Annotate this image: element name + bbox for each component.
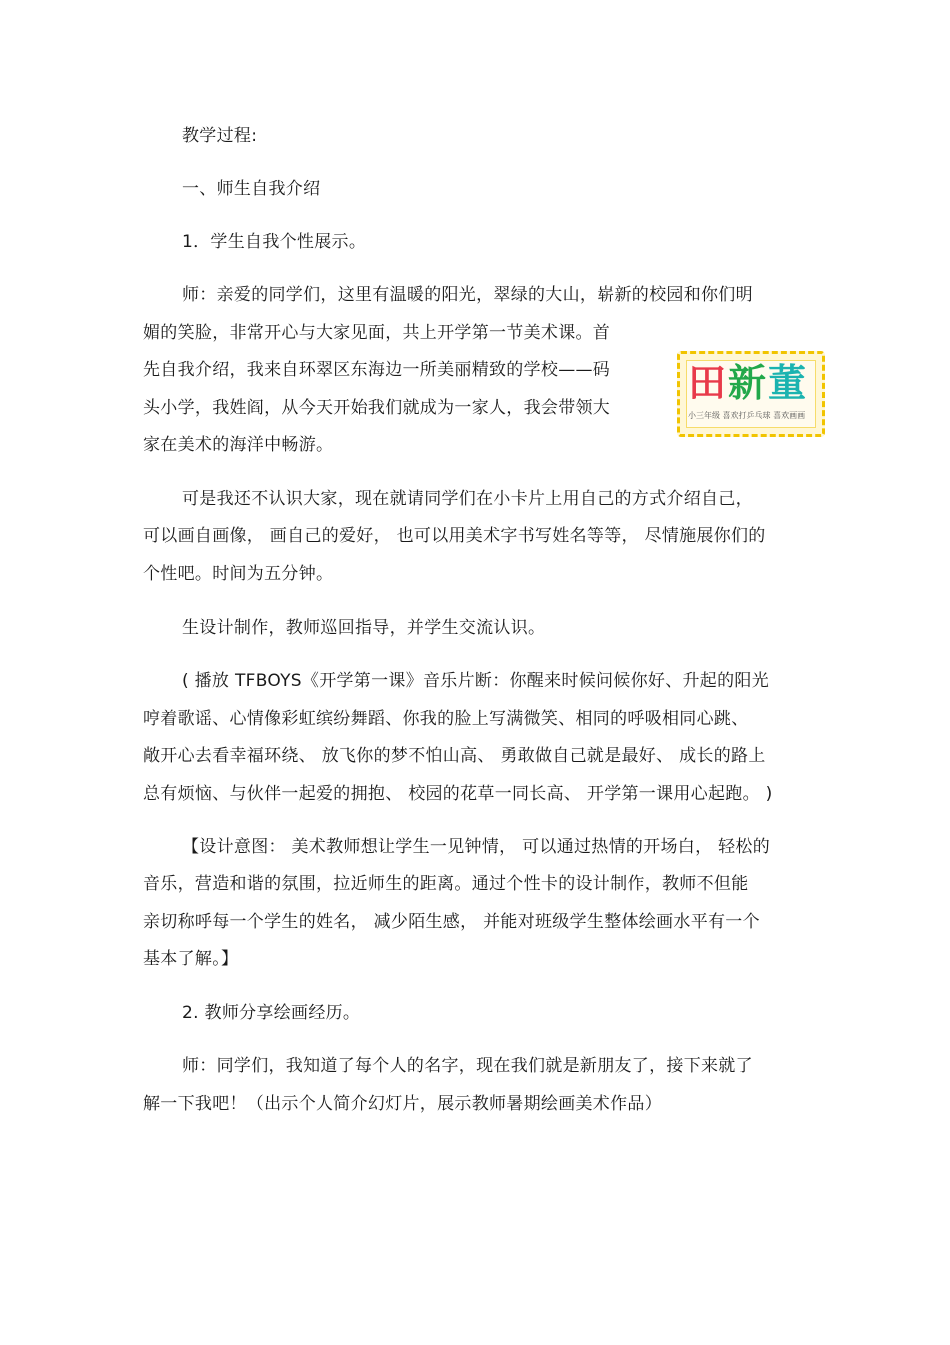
name-char: 新 xyxy=(728,361,769,405)
name-char: 田 xyxy=(688,361,729,405)
paragraph-line: 哼着歌谣、心情像彩虹缤纷舞蹈、你我的脸上写满微笑、相同的呼吸相同心跳、 xyxy=(143,709,749,729)
item-heading: 1．学生自我个性展示。 xyxy=(182,232,367,252)
paragraph-line: 音乐，营造和谐的氛围，拉近师生的距离。通过个性卡的设计制作，教师不但能 xyxy=(143,874,749,894)
name-card-title xyxy=(688,362,808,404)
paragraph-line: 先自我介绍，我来自环翠区东海边一所美丽精致的学校——码 xyxy=(143,360,611,380)
paragraph-line: 头小学，我姓阎，从今天开始我们就成为一家人，我会带领大 xyxy=(143,398,611,418)
paragraph-line: 亲切称呼每一个学生的姓名， 减少陌生感， 并能对班级学生整体绘画水平有一个 xyxy=(143,912,760,932)
paragraph-line: 总有烦恼、与伙伴一起爱的拥抱、 校园的花草一同长高、 开学第一课用心起跑。 ) xyxy=(143,784,773,804)
paragraph-line: 生设计制作，教师巡回指导，并学生交流认识。 xyxy=(182,618,546,638)
paragraph-line: 家在美术的海洋中畅游。 xyxy=(143,435,334,455)
paragraph-line: 可是我还不认识大家，现在就请同学们在小卡片上用自己的方式介绍自己， xyxy=(182,489,753,509)
paragraph-line: 敞开心去看幸福环绕、 放飞你的梦不怕山高、 勇敢做自己就是最好、 成长的路上 xyxy=(143,746,766,766)
name-card-subtitle: 小三年级 喜欢打乒乓球 喜欢画画 xyxy=(688,411,806,420)
subsection-heading: 一、师生自我介绍 xyxy=(182,179,321,199)
paragraph-line: 个性吧。时间为五分钟。 xyxy=(143,564,334,584)
paragraph-line: 解一下我吧！（出示个人简介幻灯片，展示教师暑期绘画美术作品） xyxy=(143,1094,662,1114)
paragraph-line: 师：同学们，我知道了每个人的名字，现在我们就是新朋友了，接下来就了 xyxy=(182,1056,753,1076)
item-heading: 2. 教师分享绘画经历。 xyxy=(182,1003,361,1023)
name-char: 董 xyxy=(768,361,809,405)
paragraph-line: 可以画自画像， 画自己的爱好， 也可以用美术字书写姓名等等， 尽情施展你们的 xyxy=(143,526,766,546)
paragraph-line: ( 播放 TFBOYS《开学第一课》音乐片断：你醒来时候问候你好、升起的阳光 xyxy=(182,671,769,691)
paragraph-line: 师：亲爱的同学们，这里有温暖的阳光，翠绿的大山，崭新的校园和你们明 xyxy=(182,285,753,305)
paragraph-line: 【设计意图： 美术教师想让学生一见钟情， 可以通过热情的开场白， 轻松的 xyxy=(182,837,771,857)
paragraph-line: 媚的笑脸，非常开心与大家见面，共上开学第一节美术课。首 xyxy=(143,323,611,343)
paragraph-line: 基本了解。】 xyxy=(143,949,239,969)
name-card-image xyxy=(677,351,825,437)
section-heading: 教学过程: xyxy=(182,126,258,146)
